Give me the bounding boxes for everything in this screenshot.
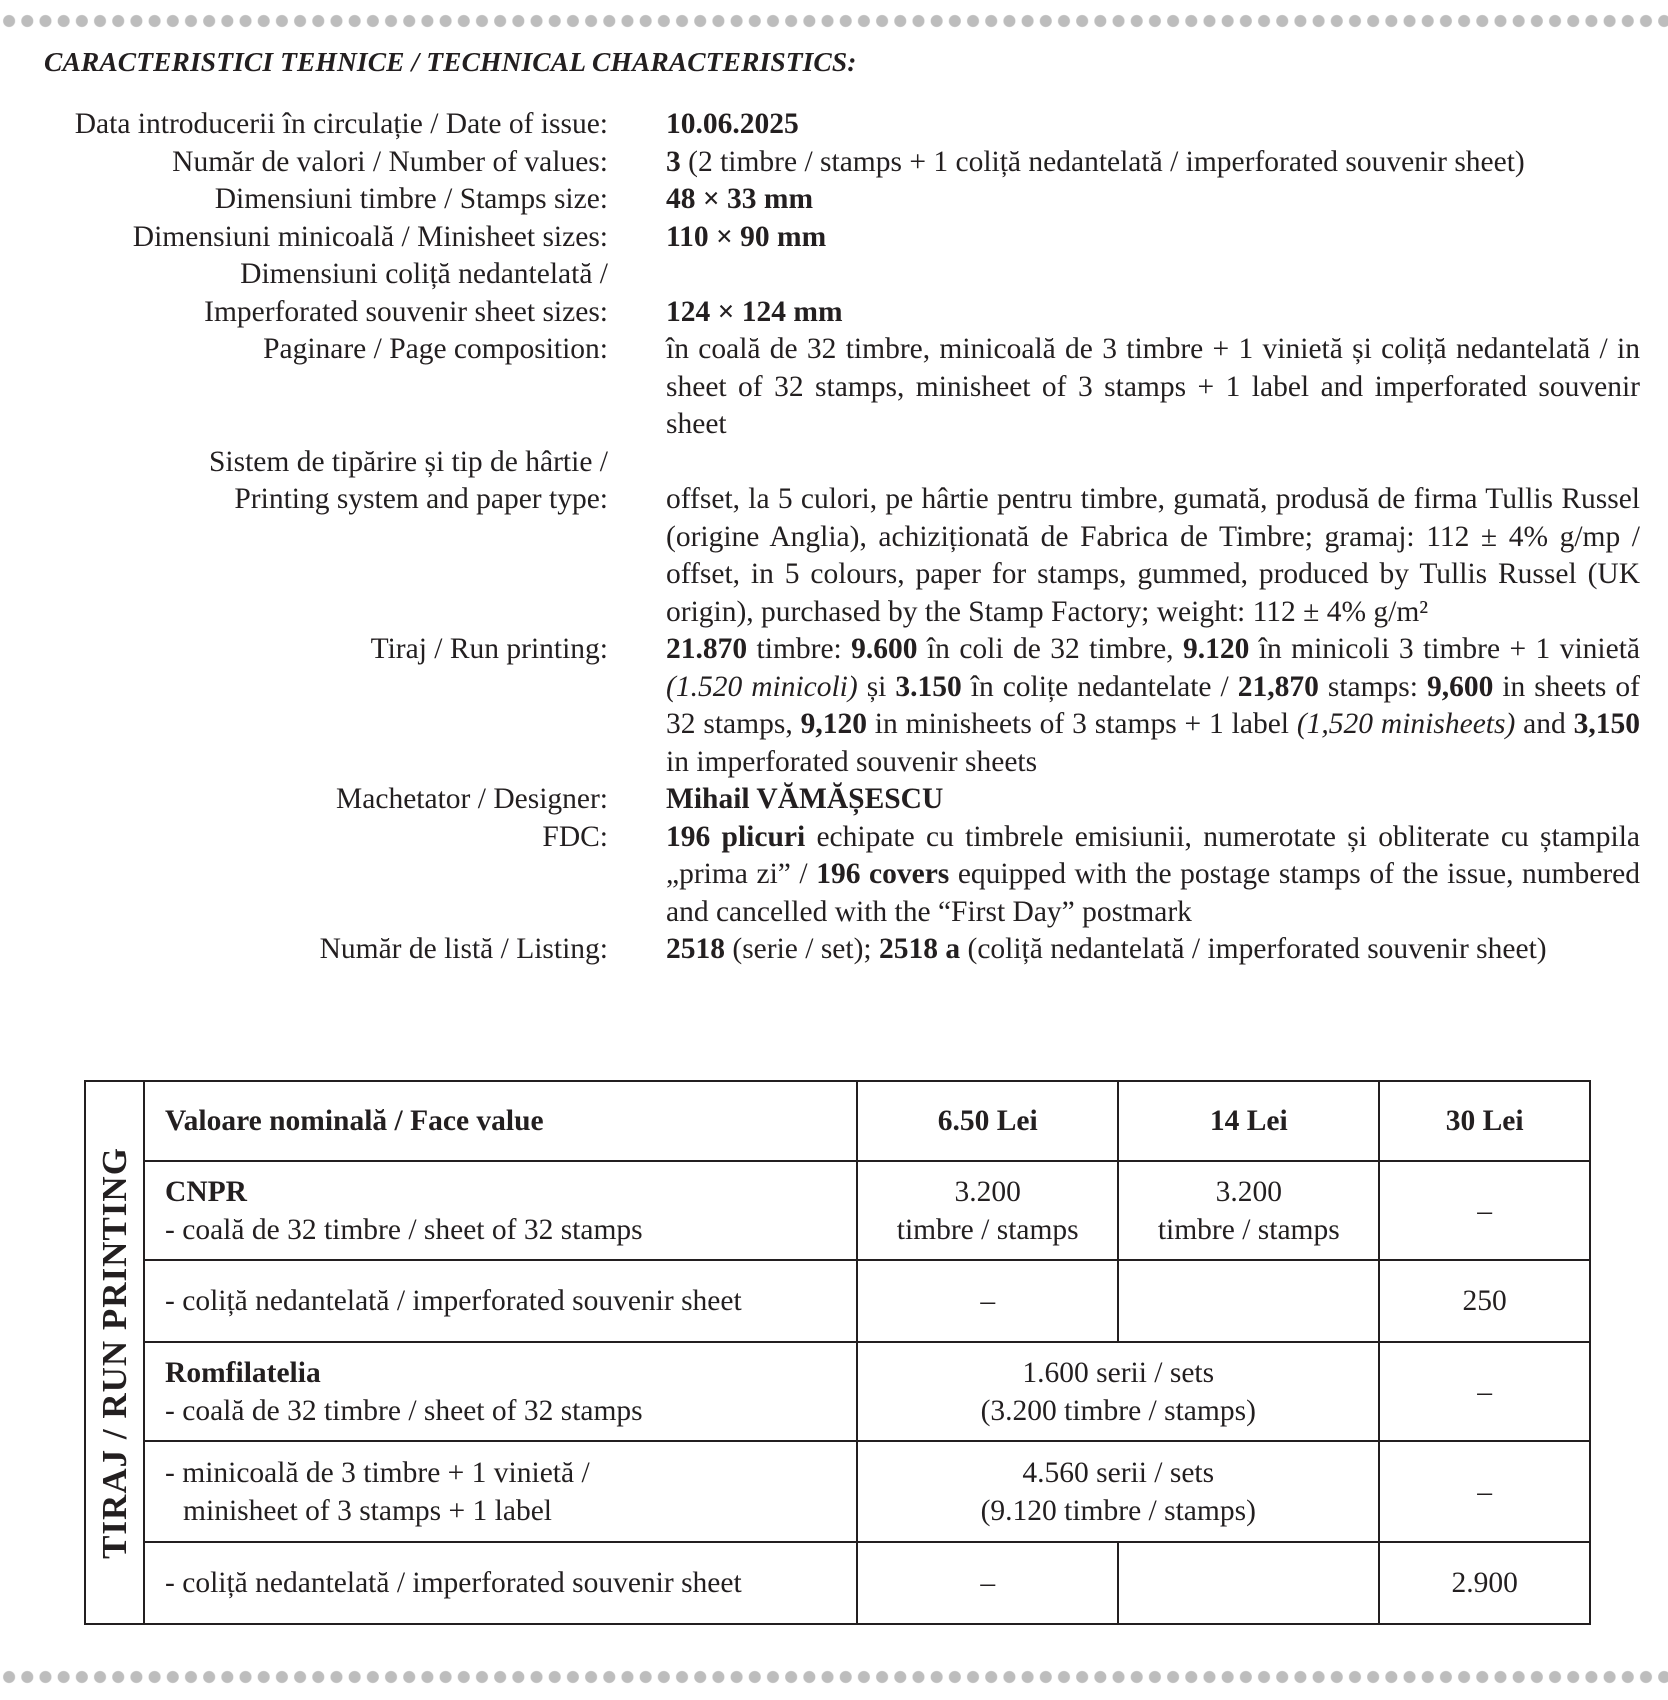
run-amount: 3,150: [1573, 708, 1640, 740]
table-row: [85, 1342, 1590, 1441]
cell: –: [1379, 1342, 1590, 1441]
run-text: in minisheets of 3 stamps + 1 label: [866, 708, 1297, 740]
spec-row-page-composition: [0, 331, 1668, 444]
cell-merged: [857, 1441, 1379, 1542]
spec-value: [666, 144, 1640, 182]
spec-row-run-printing: [0, 631, 1668, 781]
run-amount: 9,120: [800, 708, 867, 740]
spec-label: Număr de valori / Number of values:: [172, 145, 608, 178]
row-subtitle: - coală de 32 timbre / sheet of 32 stamps: [165, 1213, 643, 1246]
spec-value: [666, 219, 1640, 257]
cell-merged: [857, 1342, 1379, 1441]
spec-row-souvenir-size: [0, 256, 1668, 331]
run-note: (1,520 minisheets): [1296, 708, 1516, 740]
spec-row-designer: [0, 781, 1668, 819]
run-text: în minicoli 3 timbre + 1 vinietă: [1249, 633, 1640, 665]
cell-line: timbre / stamps: [896, 1213, 1079, 1246]
row-label-line: - minicoală de 3 timbre + 1 vinietă /: [165, 1456, 590, 1489]
cell-line: 4.560 serii / sets: [1022, 1456, 1215, 1489]
printing-system-value: offset, la 5 culori, pe hârtie pentru timbre, gumată, produsă de firma Tullis Russel (origine Anglia), achiziționată de Fabrica de Timbre; gramaj: 112 ± 4% g/mp / offset, in 5 colours, paper for stamps, gummed, produced by Tullis Russel (UK origin), purchased by the Stamp Factory; weight: 112 ± 4% g/m²: [666, 483, 1640, 628]
listing-number: 2518 a: [879, 933, 961, 965]
bottom-dotted-border: [0, 1670, 1668, 1684]
row-label: - coliță nedantelată / imperforated souvenir sheet: [144, 1542, 857, 1624]
header-value-2: 14 Lei: [1118, 1081, 1379, 1161]
run-amount: 21.870: [666, 633, 748, 665]
cell-empty: [1118, 1542, 1379, 1624]
spec-row-values: [0, 144, 1668, 182]
run-text: in imperforated souvenir sheets: [666, 745, 1038, 778]
run-text: in sheets of 32 stamps,: [666, 670, 1640, 740]
technical-specs: [0, 106, 1668, 969]
table-row: [85, 1260, 1590, 1342]
listing-text: (coliță nedantelată / imperforated souvenir sheet): [960, 933, 1547, 965]
table-row: [85, 1542, 1590, 1624]
values-count: 3: [666, 145, 681, 178]
fdc-count: 196 covers: [816, 858, 950, 890]
cell: –: [857, 1260, 1118, 1342]
spec-label-line: Printing system and paper type:: [234, 483, 608, 515]
spec-row-printing-system: [0, 444, 1668, 632]
fdc-text: equipped with the postage stamps of the issue, numbered and cancelled with the “First Day” postmark: [666, 858, 1640, 928]
spec-value: [666, 181, 1640, 219]
run-amount: 9.600: [851, 633, 918, 665]
spec-row-listing: [0, 931, 1668, 969]
spec-row-stamps-size: [0, 181, 1668, 219]
listing-text: (serie / set);: [725, 933, 879, 965]
cell-line: (9.120 timbre / stamps): [980, 1494, 1256, 1527]
header-face-value: Valoare nominală / Face value: [144, 1081, 857, 1161]
header-value-1: 6.50 Lei: [857, 1081, 1118, 1161]
cell-empty: [1118, 1260, 1379, 1342]
spec-label: Tiraj / Run printing:: [370, 633, 608, 665]
date-value: 10.06.2025: [666, 108, 799, 140]
page-composition-value: în coală de 32 timbre, minicoală de 3 timbre + 1 vinietă și coliță nedantelată / in sheet of 32 stamps, minisheet of 3 stamps + 1 label and imperforated souvenir sheet: [666, 333, 1640, 440]
spec-label: FDC:: [542, 820, 608, 853]
cell-line: 1.600 serii / sets: [1022, 1356, 1215, 1389]
cell: –: [857, 1542, 1118, 1624]
cell-line: (3.200 timbre / stamps): [980, 1394, 1256, 1427]
stamps-size-value: 48 × 33 mm: [666, 183, 814, 215]
spec-value: [666, 106, 1640, 144]
spec-label: [0, 444, 608, 632]
table-row: [85, 1161, 1590, 1260]
listing-number: 2518: [666, 933, 725, 965]
row-label: - coliță nedantelată / imperforated souvenir sheet: [144, 1260, 857, 1342]
row-label: [144, 1342, 857, 1441]
fdc-text: echipate cu timbrele emisiunii, numerotate și obliterate cu ștampila „prima zi” /: [666, 820, 1640, 890]
cell-line: 3.200: [1215, 1175, 1282, 1208]
spec-label: Data introducerii în circulație / Date of issue:: [74, 108, 608, 140]
designer-value: Mihail VĂMĂȘESCU: [666, 783, 944, 815]
cell: [857, 1161, 1118, 1260]
run-note: (1.520 minicoli): [666, 670, 858, 703]
top-dotted-border: [0, 14, 1668, 28]
run-amount: 9,600: [1426, 670, 1494, 703]
souvenir-size-value: 124 × 124 mm: [666, 295, 843, 328]
run-text: și: [857, 670, 896, 703]
spec-label-line: Imperforated souvenir sheet sizes:: [204, 295, 608, 328]
row-subtitle: - coală de 32 timbre / sheet of 32 stamps: [165, 1394, 643, 1427]
spec-label: [0, 256, 608, 331]
run-text: în colițe nedantelate /: [961, 670, 1238, 703]
fdc-value: [666, 819, 1640, 932]
cell: –: [1379, 1161, 1590, 1260]
fdc-count: 196 plicuri: [666, 820, 806, 853]
spec-row-minisheet: [0, 219, 1668, 257]
spec-label: Machetator / Designer:: [336, 783, 608, 815]
cell: 2.900: [1379, 1542, 1590, 1624]
spec-value: [666, 444, 1640, 632]
run-text: timbre:: [747, 633, 852, 665]
cell: –: [1379, 1441, 1590, 1542]
run-text: în coli de 32 timbre,: [917, 633, 1183, 665]
cell: [1118, 1161, 1379, 1260]
run-amount: 3.150: [895, 670, 962, 703]
run-printing-table: [84, 1080, 1591, 1625]
spec-row-fdc: [0, 819, 1668, 932]
side-label-cell: [85, 1081, 144, 1624]
spec-label: Dimensiuni timbre / Stamps size:: [214, 183, 608, 215]
row-title: Romfilatelia: [165, 1356, 321, 1389]
run-amount: 21,870: [1237, 670, 1319, 703]
spec-label: Paginare / Page composition:: [263, 333, 608, 365]
run-text: stamps:: [1318, 670, 1427, 703]
spec-label: Număr de listă / Listing:: [319, 933, 608, 965]
run-amount: 9.120: [1182, 633, 1250, 665]
cell-line: timbre / stamps: [1157, 1213, 1340, 1246]
spec-label: Dimensiuni minicoală / Minisheet sizes:: [132, 220, 608, 253]
table-row: [85, 1441, 1590, 1542]
table-header-row: [85, 1081, 1590, 1161]
spec-value: [666, 256, 1640, 331]
section-title: CARACTERISTICI TEHNICE / TECHNICAL CHARACTERISTICS:: [44, 46, 857, 77]
side-label: TIRAJ / RUN PRINTING: [94, 1146, 134, 1559]
minisheet-value: 110 × 90 mm: [666, 220, 827, 253]
spec-label-line: Sistem de tipărire și tip de hârtie /: [209, 445, 608, 478]
spec-label-line: Dimensiuni coliță nedantelată /: [240, 258, 608, 290]
values-detail: (2 timbre / stamps + 1 coliță nedantelată / imperforated souvenir sheet): [680, 145, 1525, 178]
row-label-line: minisheet of 3 stamps + 1 label: [183, 1494, 552, 1527]
spec-value: [666, 781, 1640, 819]
row-title: CNPR: [165, 1175, 247, 1208]
spec-row-date: [0, 106, 1668, 144]
cell: 250: [1379, 1260, 1590, 1342]
run-text: and: [1515, 708, 1574, 740]
listing-value: [666, 931, 1640, 969]
row-label: [144, 1441, 857, 1542]
cell-line: 3.200: [954, 1175, 1021, 1208]
header-value-3: 30 Lei: [1379, 1081, 1590, 1161]
row-label: [144, 1161, 857, 1260]
run-printing-value: [666, 631, 1640, 781]
